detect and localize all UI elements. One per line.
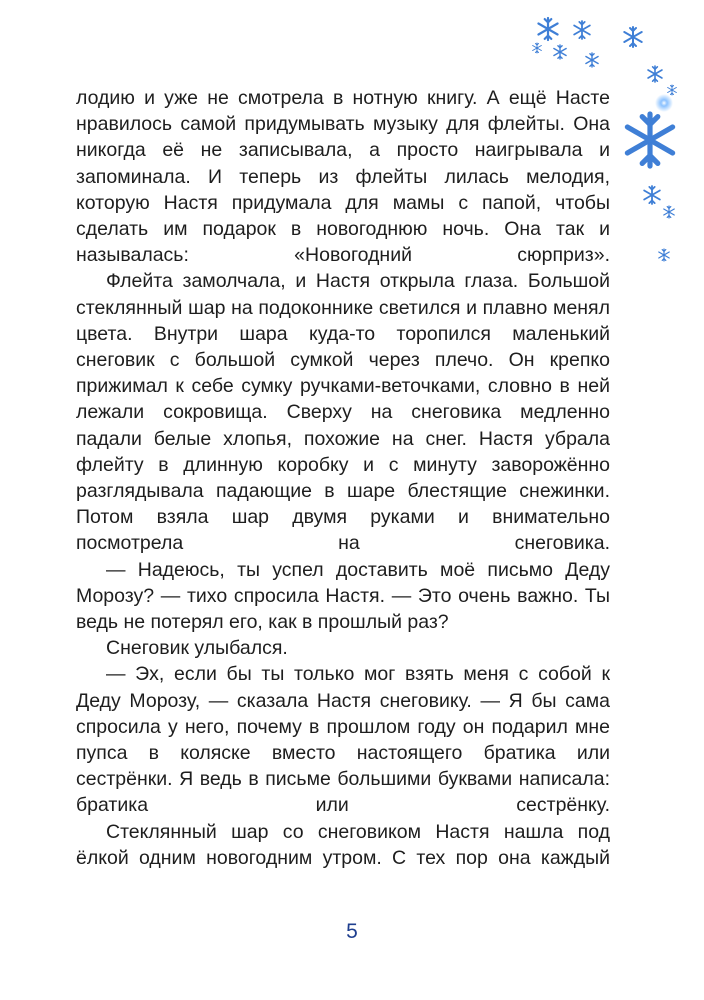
- snowflake-icon: [538, 18, 557, 40]
- snowflake-icon: [554, 45, 566, 59]
- snowflake-icon: [574, 21, 590, 39]
- paragraph: Стеклянный шар со снеговиком Настя нашла под ёлкой одним новогодним утром. С тех пор она каждый: [76, 820, 610, 869]
- snowflake-icon: [648, 66, 662, 82]
- snowflake-icon: [664, 206, 674, 218]
- snowflake-icon: [659, 249, 669, 261]
- snowflake-icon: [624, 27, 641, 47]
- glowing-dot: [655, 94, 673, 112]
- snowflake-icon: [668, 85, 677, 95]
- snowflake-icon: [644, 186, 660, 204]
- paragraph: — Надеюсь, ты успел доставить моё письмо Деду Морозу? — тихо спросила Настя. — Это очень важно. Ты ведь не потерял его, как в прошлый раз?: [76, 558, 610, 634]
- page-number: 5: [346, 920, 358, 943]
- story-text: [76, 85, 610, 871]
- snowflake-icon: [586, 53, 598, 67]
- snowflake-icon: [533, 43, 542, 53]
- snowflake-icon: [627, 114, 672, 166]
- paragraph: Флейта замолчала, и Настя открыла глаза. Большой стеклянный шар на подоконнике светился и плавно менял цвета. Внутри шара куда-то торопился маленький снеговик с большой сумкой через плечо. Он крепко прижимал к себе сумку ручками-веточками, словно в ней лежали сокровища. Сверху на снеговика медленно падали белые хлопья, похожие на снег. Настя убрала флейту в длинную коробку и с минуту заворожённо разглядывала падающие в шаре блестящие снежинки. Потом взяла шар двумя руками и внимательно посмотрела на снеговика.: [76, 270, 610, 555]
- paragraph: Снеговик улыбался.: [106, 637, 288, 660]
- paragraph: — Эх, если бы ты только мог взять меня с собой к Деду Морозу, — сказала Настя снеговику. — Я бы сама спросила у него, почему в прошлом году он подарил мне пупса в коляске вместо настоящего братика или сестрёнки. Я ведь в письме большими буквами написала: братика или сестрёнку.: [76, 663, 610, 817]
- paragraph: лодию и уже не смотрела в нотную книгу. А ещё Насте нравилось самой придумывать музыку для флейты. Она никогда её не записывала, а просто наигрывала и запоминала. И теперь из флейты лилась мелодия, которую Настя придумала для мамы с папой, чтобы сделать им подарок в новогоднюю ночь. Она так и называлась: «Новогодний сюрприз».: [76, 87, 610, 267]
